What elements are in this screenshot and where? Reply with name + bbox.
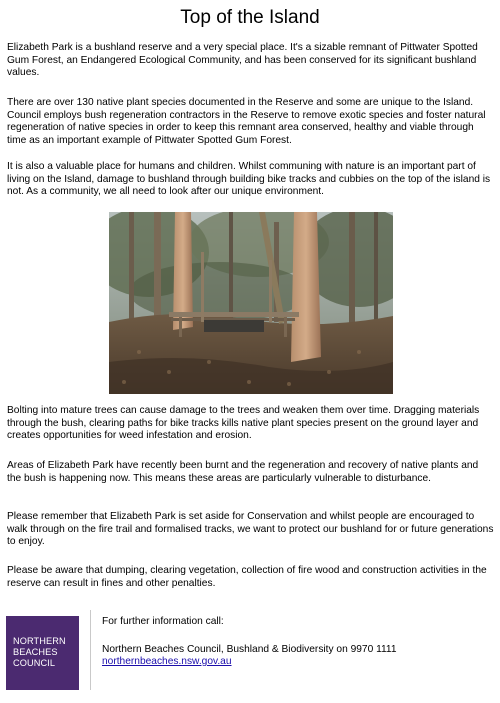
penalties-paragraph: Please be aware that dumping, clearing vegetation, collection of fire wood and construction activities in the reserve can result in fines and other penalties. xyxy=(7,565,487,589)
plant-species-paragraph: There are over 130 native plant species documented in the Reserve and some are unique to the Island. Council employs bush regeneration contractors in the Reserve to remove exotic species and foster natural regeneration of native species in order to keep this remnant area conserved, healthy and viable through time as an important example of Pittwater Spotted Gum Forest. xyxy=(7,97,486,146)
bushland-cubby-photo xyxy=(109,212,393,394)
council-website-link[interactable]: northernbeaches.nsw.gov.au xyxy=(102,656,232,667)
contact-details: Northern Beaches Council, Bushland & Biodiversity on 9970 1111 xyxy=(102,644,397,655)
page-title: Top of the Island xyxy=(180,7,320,28)
intro-paragraph: Elizabeth Park is a bushland reserve and a very special place. It's a sizable remnant of Pittwater Spotted Gum Forest, an Endangered Ecological Community, and has been conserved for its significant bushland values. xyxy=(7,42,478,79)
conservation-paragraph: Please remember that Elizabeth Park is set aside for Conservation and whilst people are encouraged to walk through on the fire trail and formalised tracks, we want to protect our bushland for or future generations to enjoy. xyxy=(7,511,494,548)
council-logo-text xyxy=(13,636,66,669)
council-logo xyxy=(6,616,79,690)
burnt-areas-paragraph: Areas of Elizabeth Park have recently been burnt and the regeneration and recovery of native plants and the bush is happening now. This means these areas are particularly vulnerable to disturbance. xyxy=(7,460,479,484)
community-paragraph: It is also a valuable place for humans and children. Whilst communing with nature is an important part of living on the Island, damage to bushland through building bike tracks and cubbies on the top of the island is not. As a community, we all need to look after our unique environment. xyxy=(7,161,491,198)
logo-line-beaches: BEACHES xyxy=(13,647,58,657)
logo-line-northern: NORTHERN xyxy=(13,636,66,646)
bolting-trees-paragraph: Bolting into mature trees can cause damage to the trees and weaken them over time. Dragging materials through the bush, clearing paths for bike tracks kills native plant species present on the ground layer and creates opportunities for weed infestation and erosion. xyxy=(7,405,480,442)
info-heading: For further information call: xyxy=(102,616,224,627)
footer-divider xyxy=(90,610,91,690)
logo-line-council: COUNCIL xyxy=(13,658,56,668)
